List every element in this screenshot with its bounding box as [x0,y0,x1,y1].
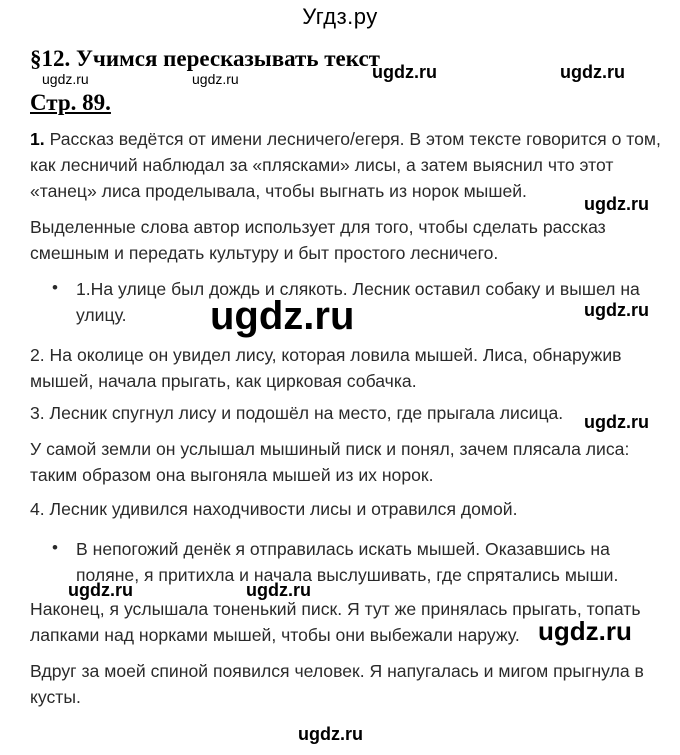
watermark: ugdz.ru [584,300,649,320]
bullet-dot: • [52,278,58,297]
paragraph-8: Вдруг за моей спиной появился человек. Я напугалась и мигом прыгнула в кусты. [30,661,644,707]
bullet-dot: • [52,538,58,557]
watermark: ugdz.ru [584,412,649,432]
bullet-item-2: В непогожий денёк я отправилась искать мышей. Оказавшись на поляне, я притихла и начала выслушивать, где спрятались мыши. [76,539,619,585]
watermark: ugdz.ru [372,62,437,82]
watermark: ugdz.ru [298,724,363,744]
paragraph-7: Наконец, я услышала тоненький писк. Я тут же принялась прыгать, топать лапками над норками мышей, чтобы они выбежали наружу. [30,599,641,645]
watermark: ugdz.ru [246,580,311,600]
watermark: ugdz.ru [42,71,89,87]
bullet-item-1: 1.На улице был дождь и слякоть. Лесник оставил собаку и вышел на улицу. [76,279,640,325]
paragraph-1 [30,126,670,204]
watermark: ugdz.ru [560,62,625,82]
paragraph-number: 1. [30,129,45,149]
page-reference: Стр. 89. [30,90,111,115]
paragraph-4: 3. Лесник спугнул лису и подошёл на место, где прыгала лисица. [30,403,564,423]
watermark: ugdz.ru [210,294,355,338]
section-title: §12. Учимся пересказывать текст [30,46,380,71]
watermark: ugdz.ru [192,71,239,87]
paragraph-3: 2. На околице он увидел лису, которая ловила мышей. Лиса, обнаружив мышей, начала прыгать, как цирковая собачка. [30,345,622,391]
watermark: ugdz.ru [584,194,649,214]
site-title: Угдз.ру [302,4,378,29]
watermark: ugdz.ru [538,616,632,646]
watermark: ugdz.ru [68,580,133,600]
paragraph-5: У самой земли он услышал мышиный писк и понял, зачем плясала лиса: таким образом она выгоняла мышей из их норок. [30,439,630,485]
paragraph-1-text: Рассказ ведётся от имени лесничего/егеря. В этом тексте говорится о том, как лесничий наблюдал за «плясками» лисы, а затем выяснил что этот «танец» лиса проделывала, чтобы выгнать из норок мышей. [30,129,661,201]
paragraph-6: 4. Лесник удивился находчивости лисы и отравился домой. [30,499,518,519]
paragraph-2: Выделенные слова автор использует для того, чтобы сделать рассказ смешным и передать культуру и быт простого лесничего. [30,217,606,263]
